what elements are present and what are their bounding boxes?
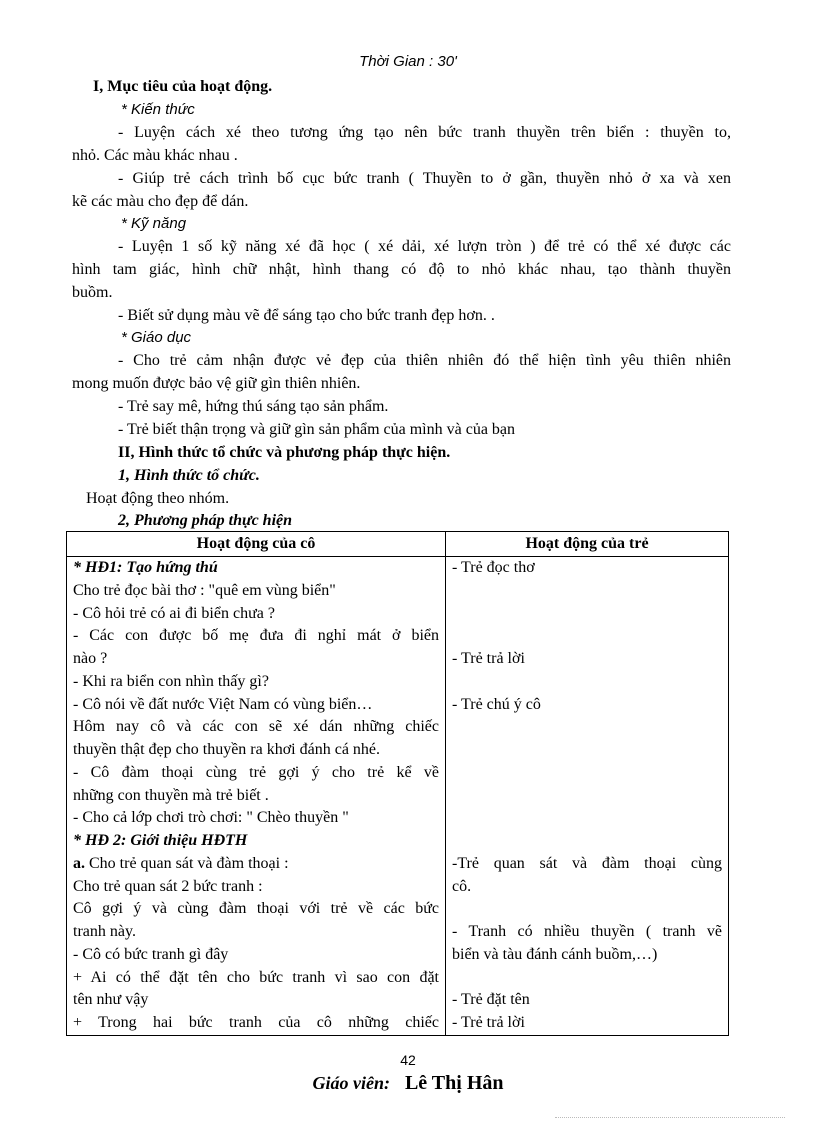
teacher-line: thuyền thật đẹp cho thuyền ra khơi đánh cá nhé. [73,741,381,758]
child-line [452,830,722,853]
skill-item-2: - Biết sử dụng màu vẽ để sáng tạo cho bức tranh đẹp hơn. . [118,307,495,324]
table-body-row [67,557,729,1036]
section-1-title: I, Mục tiêu của hoạt động. [93,78,273,95]
teacher-name: Lê Thị Hân [404,1072,504,1094]
teacher-line: Cho trẻ đọc bài thơ : "quê em vùng biển" [73,581,336,599]
section-2-1-title: 1, Hình thức tổ chức. [118,467,260,484]
education-item-1a: - Cho trẻ cảm nhận được vẻ đẹp của thiên nhiên đó thể hiện tình yêu thiên nhiên [118,352,731,369]
child-line: - Trẻ trả lời [452,650,525,667]
teacher-line: nào ? [73,650,108,667]
teacher-label: Giáo viên: [312,1073,390,1093]
teacher-line: + Trong hai bức tranh của cô những chiếc [73,1014,439,1031]
teacher-line: - Khi ra biển con nhìn thấy gì? [73,672,269,690]
knowledge-item-2a: - Giúp trẻ cách trình bố cục bức tranh ( Thuyền to ở gần, thuyền nhỏ ở xa và xen [118,170,731,187]
child-line [452,716,722,739]
skill-label: * Kỹ năng [121,215,187,232]
child-line [452,807,722,830]
child-activities-cell [446,557,729,1036]
teacher-line: - Cô đàm thoại cùng trẻ gợi ý cho trẻ kể về [73,763,439,781]
child-line [452,671,722,694]
page-number: 42 [400,1052,416,1068]
teacher-line: - Cô hỏi trẻ có ai đi biển chưa ? [73,604,275,622]
teacher-line: những con thuyền mà trẻ biết . [73,786,269,804]
activity-heading-hd2: * HĐ 2: Giới thiệu HĐTH [73,832,248,849]
education-item-2: - Trẻ say mê, hứng thú sáng tạo sản phẩm. [118,398,389,415]
knowledge-item-1b: nhỏ. Các màu khác nhau . [72,147,238,164]
child-line: cô. [452,877,472,895]
child-line: - Trẻ chú ý cô [452,695,541,713]
child-line: - Trẻ trả lời [452,1014,525,1031]
education-item-3: - Trẻ biết thận trọng và giữ gìn sản phẩm của mình và của bạn [118,421,516,438]
child-line [452,625,722,648]
child-line: -Trẻ quan sát và đàm thoại cùng [452,854,722,872]
knowledge-label: * Kiến thức [121,101,195,118]
teacher-line: - Cho cả lớp chơi trò chơi: " Chèo thuyền " [73,809,349,827]
activity-heading-hd1: * HĐ1: Tạo hứng thú [73,559,218,576]
skill-item-1a: - Luyện 1 số kỹ năng xé đã học ( xé dải, xé lượn tròn ) để trẻ có thể xé được các [118,238,731,255]
child-line: - Tranh có nhiều thuyền ( tranh vẽ [452,923,722,940]
child-line: - Trẻ đặt tên [452,991,530,1009]
child-line [452,580,722,603]
education-item-1b: mong muốn được bảo vệ giữ gìn thiên nhiên. [72,375,361,392]
section-2-1-text: Hoạt động theo nhóm. [86,490,230,507]
child-line [452,603,722,626]
knowledge-item-2b: kẽ các màu cho đẹp để dán. [72,193,249,210]
teacher-line: tên như vậy [73,991,149,1009]
time-heading: Thời Gian : 30' [359,53,457,70]
teacher-line: - Các con được bố mẹ đưa đi nghỉ mát ở biển [73,627,439,645]
teacher-line: - Cô có bức tranh gì đây [73,945,229,963]
item-a-prefix: a. [73,854,85,872]
teacher-line: + Ai có thể đặt tên cho bức tranh vì sao con đặt [73,968,439,986]
teacher-line: Hôm nay cô và các con sẽ xé dán những chiếc [73,718,439,736]
child-line: - Trẻ đọc thơ [452,559,535,576]
teacher-column-header: Hoạt động của cô [67,532,446,557]
knowledge-item-1a: - Luyện cách xé theo tương ứng tạo nên bức tranh thuyền trên biển : thuyền to, [118,124,731,141]
teacher-line-a-text: Cho trẻ quan sát và đàm thoại : [85,854,289,872]
child-line [452,898,722,921]
teacher-line: tranh này. [73,923,136,940]
child-line [452,762,722,785]
child-line: biển và tàu đánh cánh buồm,…) [452,945,658,963]
footer-signature [0,1072,816,1095]
activity-table [66,531,729,1036]
teacher-line: - Cô nói về đất nước Việt Nam có vùng biển… [73,695,373,713]
teacher-activities-cell [67,557,446,1036]
child-line [452,785,722,808]
skill-item-1c: buồm. [72,284,113,301]
skill-item-1b: hình tam giác, hình chữ nhật, hình thang có độ to nhỏ khác nhau, tạo thành thuyền [72,261,731,278]
teacher-line: Cô gợi ý và cùng đàm thoại với trẻ về các bức [73,900,439,918]
teacher-line: Cho trẻ quan sát 2 bức tranh : [73,877,263,895]
section-2-title: II, Hình thức tổ chức và phương pháp thực hiện. [118,444,451,461]
teacher-line-a [73,853,439,876]
education-label: * Giáo dục [121,329,192,346]
child-line [452,967,722,990]
child-column-header: Hoạt động của trẻ [446,532,729,557]
table-header-row [67,532,729,557]
section-2-2-title: 2, Phương pháp thực hiện [118,512,293,529]
footer-dotted-rule [555,1117,785,1118]
child-line [452,739,722,762]
